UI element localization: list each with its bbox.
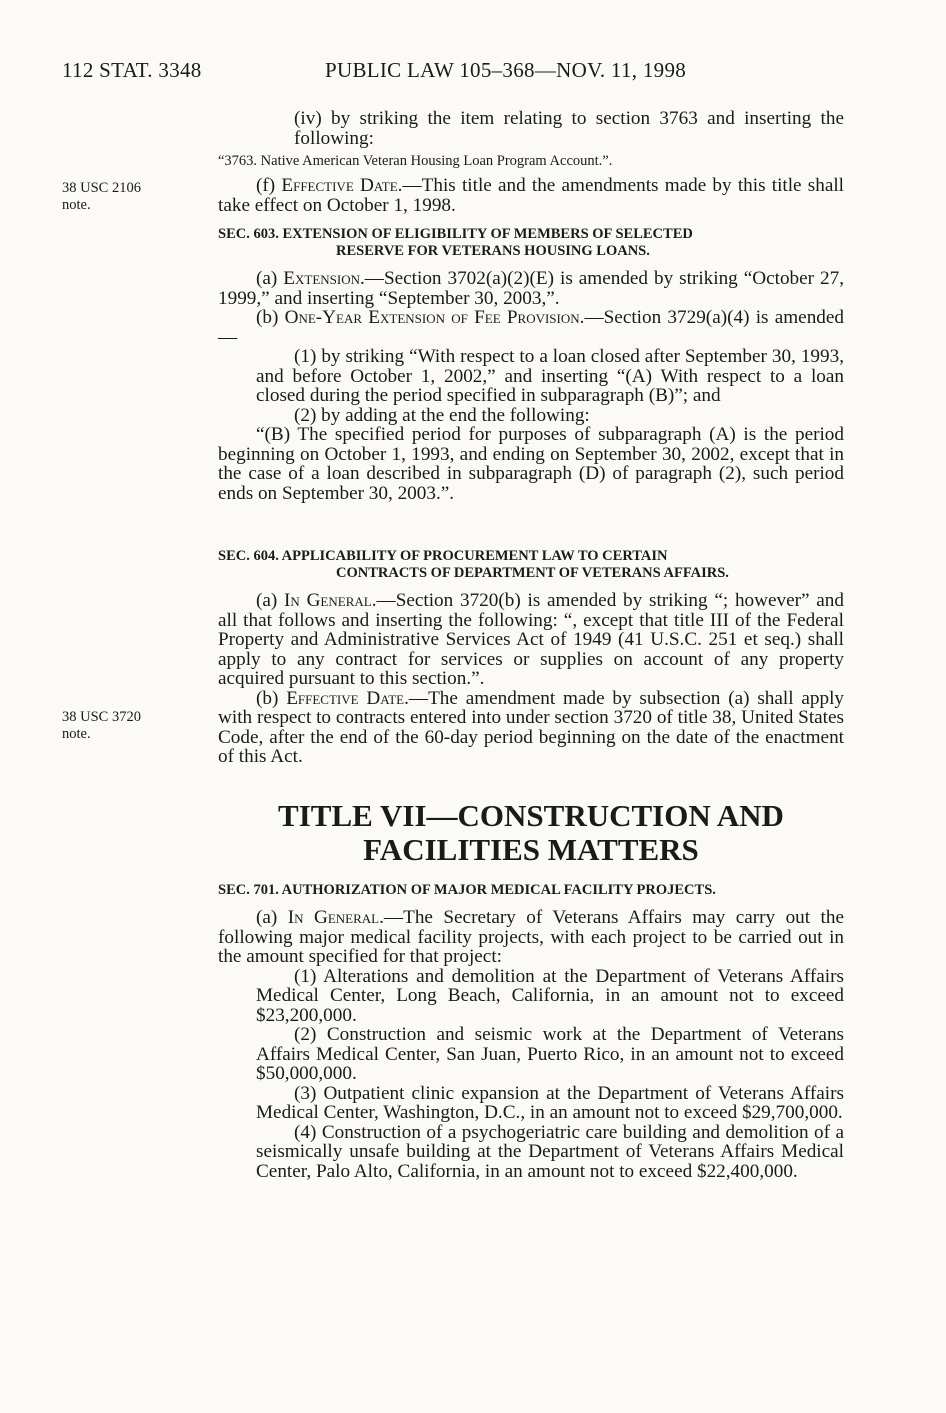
subsection-heading: Effective Date. xyxy=(281,175,403,196)
margin-note-3720 xyxy=(62,709,192,743)
page-stat-citation: 112 STAT. 3348 xyxy=(62,58,202,82)
section-701-title: SEC. 701. AUTHORIZATION OF MAJOR MEDICAL FACILITY PROJECTS. xyxy=(218,882,716,898)
table-item-3763: “3763. Native American Veteran Housing Loan Program Account.”. xyxy=(218,153,613,169)
section-603-a xyxy=(218,269,844,308)
margin-note-line: 38 USC 2106 xyxy=(62,180,141,196)
section-604-a xyxy=(218,591,844,689)
subsection-label: (a) xyxy=(256,268,284,289)
subsection-label: (b) xyxy=(256,687,287,709)
section-603-b-2: (2) by adding at the end the following: xyxy=(294,404,590,426)
subsection-text: —The amendment made by subsection (a) shall apply with respect to contracts entered into under section 3720 of title 38, United States Code, after the end of the 60-day period beginning on the date of the enactment of this Act. xyxy=(218,687,844,767)
section-604-title-line2: CONTRACTS OF DEPARTMENT OF VETERANS AFFAIRS. xyxy=(336,565,729,581)
subsection-label: (a) xyxy=(256,590,285,611)
page-running-header: PUBLIC LAW 105–368—NOV. 11, 1998 xyxy=(325,58,687,82)
subsection-text: —The Secretary of Veterans Affairs may carry out the following major medical facility projects, with each project to be carried out in the amount specified for that project: xyxy=(218,907,844,967)
margin-note-line: note. xyxy=(62,726,91,742)
margin-note-line: note. xyxy=(62,197,91,213)
subsection-text: —Section 3720(b) is amended by striking “; however” and all that follows and inserting the following: “, except that title III of the Federal Property and Administrative Services Act of 1949 (41 U.S.C. 251 et seq.) shall apply to any contract for services or supplies on account of any property acquired pursuant to this section.”. xyxy=(218,590,844,689)
subsection-text: —Section 3702(a)(2)(E) is amended by striking “October 27, 1999,” and inserting “September 30, 2003,”. xyxy=(218,268,845,309)
title-vii-heading xyxy=(218,799,844,867)
section-701-item: (1) Alterations and demolition at the Department of Veterans Affairs Medical Center, Long Beach, California, in an amount not to exceed $23,200,000. xyxy=(256,965,844,1026)
section-701-item: (4) Construction of a psychogeriatric care building and demolition of a seismically unsafe building at the Department of Veterans Affairs Medical Center, Palo Alto, California, in an amount not to exceed $22,400,000. xyxy=(256,1121,844,1182)
subsection-heading: In General. xyxy=(287,907,384,928)
section-603 xyxy=(218,226,844,503)
subsection-f xyxy=(218,176,844,215)
subsection-label: (a) xyxy=(256,907,288,928)
section-603-b xyxy=(218,308,844,347)
section-603-quote-b: “(B) The specified period for purposes of subparagraph (A) is the period beginning on October 1, 1993, and ending on September 30, 2002, except that in the case of a loan described in subparagraph (D) of paragraph (2), such period ends on September 30, 2003.”. xyxy=(218,424,844,504)
subsection-text: —This title and the amendments made by this title shall take effect on October 1, 1998. xyxy=(218,175,845,216)
section-701 xyxy=(218,882,844,1181)
title-vii-line1: TITLE VII—CONSTRUCTION AND xyxy=(278,798,784,833)
title-vii-line2: FACILITIES MATTERS xyxy=(363,832,699,867)
block-title-vi-end xyxy=(218,109,844,215)
section-701-a xyxy=(218,908,844,967)
section-603-title-line1: SEC. 603. EXTENSION OF ELIGIBILITY OF MEMBERS OF SELECTED xyxy=(218,226,693,242)
clause-iv: (iv) by striking the item relating to section 3763 and inserting the following: xyxy=(294,108,844,149)
subsection-heading: One-Year Extension of Fee Provision. xyxy=(284,307,585,328)
subsection-label: (f) xyxy=(256,175,282,196)
subsection-text: —Section 3729(a)(4) is amended— xyxy=(218,307,844,348)
section-701-item: (2) Construction and seismic work at the Department of Veterans Affairs Medical Center, San Juan, Puerto Rico, in an amount not to exceed $50,000,000. xyxy=(256,1024,844,1084)
section-604-title-line1: SEC. 604. APPLICABILITY OF PROCUREMENT LAW TO CERTAIN xyxy=(218,548,668,564)
section-603-title-line2: RESERVE FOR VETERANS HOUSING LOANS. xyxy=(336,243,650,259)
margin-note-line: 38 USC 3720 xyxy=(62,709,141,725)
section-701-item: (3) Outpatient clinic expansion at the Department of Veterans Affairs Medical Center, Washington, D.C., in an amount not to exceed $29,700,000. xyxy=(256,1082,844,1123)
margin-note-2106 xyxy=(62,180,192,214)
section-604-b xyxy=(218,689,844,767)
section-604 xyxy=(218,548,844,767)
subsection-heading: Extension. xyxy=(283,268,365,289)
subsection-label: (b) xyxy=(256,307,285,328)
subsection-heading: In General. xyxy=(284,590,377,611)
subsection-heading: Effective Date. xyxy=(286,687,409,709)
section-603-b-1: (1) by striking “With respect to a loan closed after September 30, 1993, and before October 1, 2002,” and inserting “(A) With respect to a loan closed during the period specified in subparagraph (B)”; and xyxy=(256,346,844,406)
